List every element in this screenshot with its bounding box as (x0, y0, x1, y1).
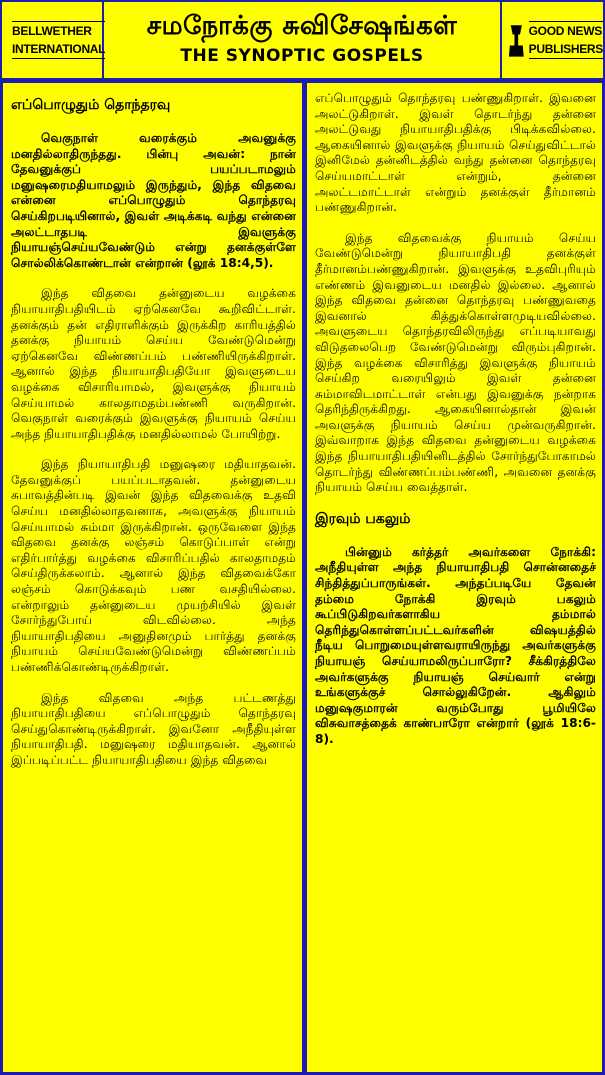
scripture-paragraph: பின்னும் கர்த்தர் அவர்களை நோக்கி: அநீதியுள்ள அந்த நியாயாதிபதி சொன்னதைச் சிந்தித்துப்பாருங்கள். அந்தப்படியே தேவன் தம்மை நோக்கி இரவும் பகலும் கூப்பிடுகிறவர்களாகிய தம்மால் தெரிந்துகொள்ளப்பட்டவர்களின் விஷயத்தில் நீடிய பொறுமையுள்ளவராயிருந்து அவர்களுக்கு நியாயஞ் செய்யாமலிருப்பாரோ? சீக்கிரத்திலே அவர்களுக்கு நியாயஞ் செய்வார் என்று உங்களுக்குச் சொல்லுகிறேன். ஆகிலும் மனுஷகுமாரன் வரும்போது பூமியிலே விசுவாசத்தைக் காண்பாரோ என்றார் (லூக் 18:6-8). (315, 544, 596, 746)
good-news-logo-text: GOOD NEWS PUBLISHERS (529, 21, 603, 59)
header (0, 0, 605, 80)
scripture-paragraph: வெகுநாள் வரைக்கும் அவனுக்கு மனதில்லாதிருந்தது. பின்பு அவன்: நான் தேவனுக்குப் பயப்படாமலும் மனுஷரைமதியாமலும் இருந்தும், இந்த விதவை என்னை எப்பொழுதும் தொந்தரவு செய்கிறபடியினால், இவள் அடிக்கடி வந்து என்னை அலட்டாதபடி இவளுக்கு நியாயஞ்செய்யவேண்டும் என்று தனக்குள்ளே சொல்லிக்கொண்டான் என்றான் (லூக் 18:4,5). (11, 131, 296, 270)
body-paragraph: இந்த விதவைக்கு நியாயம் செய்ய வேண்டுமென்று நியாயாதிபதி தனக்குள் தீர்மானம்பண்ணுகிறான். இவளுக்கு உதவிபுரியும் எண்ணம் இவனுடைய மனதில் இல்லை. ஆனால் இந்த விதவை தன்னை தொந்தரவு பண்ணுவதை இவனால் கித்துக்கொள்ளமுடியவில்லை. அவளுடைய தொந்தரவிலிருந்து எப்படியாவது விடுதலைபெற வேண்டுமென்று விரும்புகிறான். இந்த வழக்கை விசாரித்து இவளுக்கு நியாயம் செய்கிற வரையிலும் இவள் தன்னை சும்மாவிடமாட்டாள் என்பது இவனுக்கு நன்றாக தெரிந்திருக்கிறது. ஆகையினால்தான் இவன் அவளுக்கு நியாயம் செய்ய முன்வருகிறான். இவ்வாறாக இந்த விதவை தன்னுடைய வழக்கை இந்த நியாயாதிபதியினிடத்தில் சோர்ந்துபோகாமல் தொடர்ந்து விண்ணப்பம்பண்ணி, அவனை தனக்கு நியாயம் செய்ய வைத்தாள். (315, 230, 596, 495)
bellwether-logo-text: BELLWETHER INTERNATIONAL (12, 21, 105, 59)
good-news-logo (500, 2, 603, 78)
section-heading-night-and-day: இரவும் பகலும் (315, 510, 411, 527)
bellwether-logo (2, 2, 104, 78)
right-column (305, 80, 605, 1075)
title-tamil: சமநோக்கு சுவிசேஷங்கள் (146, 11, 458, 41)
body-paragraph: இந்த நியாயாதிபதி மனுஷரை மதியாதவன். தேவனுக்குப் பயப்படாதவன். தன்னுடைய சுபாவத்தின்படி இவன் இந்த விதவைக்கு உதவி செய்ய மனதில்லாதவனாக, அவளுக்கு நியாயம் செய்யாமல் சும்மா இருக்கிறான். ஒருவேளை இந்த விதவை தனக்கு லஞ்சம் கொடுப்பாள் என்று எதிர்பார்த்து வழக்கை விசாரிப்பதில் காலதாமதம் செய்திருக்கலாம். ஆனால் இந்த விதவைக்கோ லஞ்சம் கொடுக்கவும் பண வசதியில்லை. என்றாலும் தன்னுடைய முயற்சியில் இவள் சோர்ந்துபோய் விடவில்லை. அந்த நியாயாதிபதியை அனுதினமும் பார்த்து தனக்கு நியாயம் செய்யவேண்டுமென்று விண்ணப்பம் பண்ணிக்கொண்டிருக்கிறாள். (11, 457, 296, 674)
body-paragraph: இந்த விதவை அந்த பட்டணத்து நியாயாதிபதியை எப்பொழுதும் தொந்தரவு செய்துகொண்டிருக்கிறாள். இவனோ அநீதியுள்ள நியாயாதிபதி. மனுஷரை மதியாதவன். ஆனால் இப்படிப்பட்ட நியாயாதிபதியை இந்த விதவை (11, 690, 296, 767)
body-paragraph: இந்த விதவை தன்னுடைய வழக்கை நியாயாதிபதியிடம் ஏற்கெனவே கூறிவிட்டாள். தனக்கும் தன் எதிராளிக்கும் இருக்கிற காரியத்தில் தனக்கு நியாயம் செய்ய வேண்டுமென்று ஏற்கெனவே விண்ணப்பம் பண்ணியிருக்கிறாள். ஆனால் இந்த நியாயாதிபதியோ இவளுடைய வழக்கை விசாரியாமல், இவளுக்கு நியாயம் செய்யாமல் காலதாமதம்பண்ணி வருகிறான். வெகுநாள் வரைக்கும் இவளுக்கு நியாயம் செய்ய அந்த நியாயாதிபதிக்கு மனதில்லாமல் போயிற்று. (11, 286, 296, 441)
book-stack-icon (508, 20, 525, 60)
header-title-block (104, 2, 500, 78)
section-heading-constant-trouble: எப்பொழுதும் தொந்தரவு (11, 97, 171, 113)
left-column (0, 80, 305, 1075)
body-paragraph-continued: எப்பொழுதும் தொந்தரவு பண்ணுகிறாள். இவனை அலட்டுகிறாள். இவள் தொடர்ந்து தன்னை அலட்டுவது நியாயாதிபதிக்கு பிடிக்கவில்லை. ஆகையினால் இவளுக்கு நியாயம் செய்துவிட்டால் இனிமேல் தன்னிடத்தில் வந்து தன்னை தொந்தரவு செய்யமாட்டாள் என்றும், தன்னை அலட்டமாட்டாள் என்றும் தனக்குள் தீர்மானம் பண்ணுகிறான். (315, 91, 596, 215)
title-english: THE SYNOPTIC GOSPELS (180, 46, 424, 66)
